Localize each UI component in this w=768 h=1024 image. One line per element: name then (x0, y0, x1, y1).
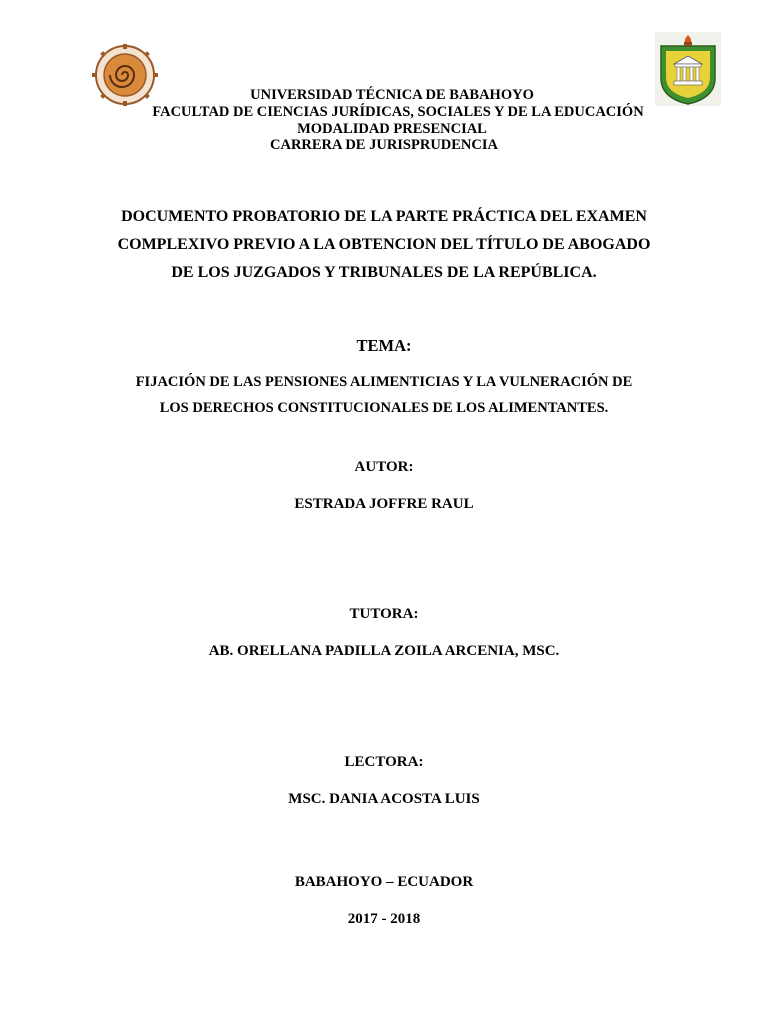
tema-label: TEMA: (356, 336, 412, 355)
tema-line-1: FIJACIÓN DE LAS PENSIONES ALIMENTICIAS Y LA VULNERACIÓN DE (135, 374, 633, 390)
university-name: UNIVERSIDAD TÉCNICA DE BABAHOYO (250, 87, 534, 103)
lectora-name: MSC. DANIA ACOSTA LUIS (288, 791, 480, 807)
modality: MODALIDAD PRESENCIAL (297, 121, 487, 137)
tutora-name: AB. ORELLANA PADILLA ZOILA ARCENIA, MSC. (208, 643, 560, 659)
career: CARRERA DE JURISPRUDENCIA (270, 137, 498, 153)
document-title-line-2: COMPLEXIVO PREVIO A LA OBTENCION DEL TÍTULO DE ABOGADO (117, 236, 651, 253)
faculty-name: FACULTAD DE CIENCIAS JURÍDICAS, SOCIALES Y DE LA EDUCACIÓN (152, 104, 644, 120)
academic-years: 2017 - 2018 (347, 911, 421, 927)
document-title-line-1: DOCUMENTO PROBATORIO DE LA PARTE PRÁCTICA DEL EXAMEN (121, 208, 647, 225)
tutora-label: TUTORA: (349, 606, 419, 622)
autor-label: AUTOR: (354, 459, 414, 475)
autor-name: ESTRADA JOFFRE RAUL (294, 496, 474, 512)
lectora-label: LECTORA: (344, 754, 424, 770)
place: BABAHOYO – ECUADOR (294, 874, 474, 890)
tema-line-2: LOS DERECHOS CONSTITUCIONALES DE LOS ALIMENTANTES. (159, 400, 609, 416)
document-title-line-3: DE LOS JUZGADOS Y TRIBUNALES DE LA REPÚBLICA. (171, 264, 597, 281)
